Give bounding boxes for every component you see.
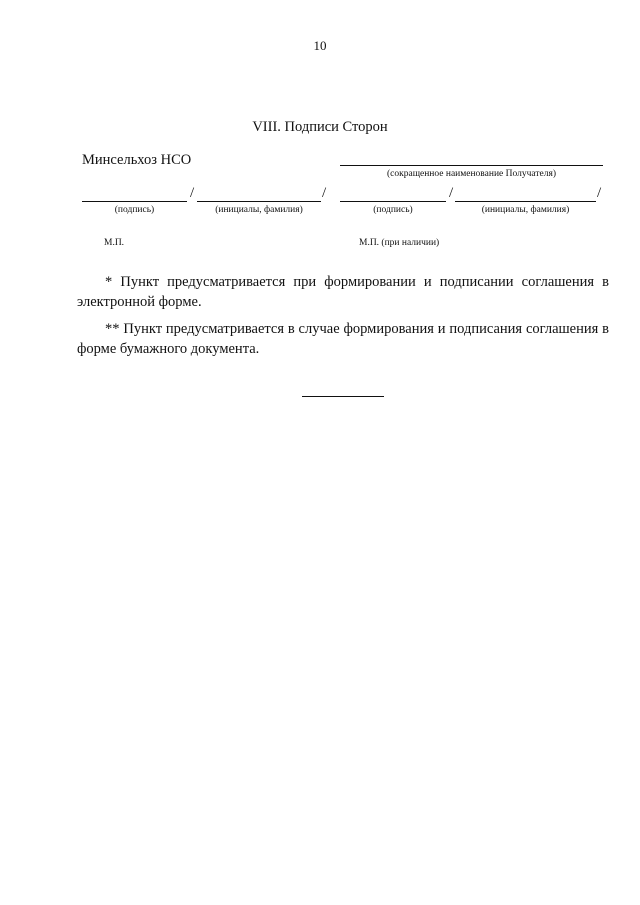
closing-rule — [302, 396, 384, 397]
right-slash-1: / — [449, 185, 454, 201]
left-initials-line — [197, 201, 321, 202]
right-initials-line — [455, 201, 596, 202]
left-slash-1: / — [190, 185, 195, 201]
recipient-name-caption: (сокращенное наименование Получателя) — [386, 169, 557, 179]
left-signature-line — [82, 201, 187, 202]
section-title: VIII. Подписи Сторон — [252, 119, 388, 135]
right-signature-caption: (подпись) — [373, 205, 413, 215]
right-slash-2: / — [597, 185, 602, 201]
left-initials-caption: (инициалы, фамилия) — [215, 205, 303, 215]
right-initials-caption: (инициалы, фамилия) — [481, 205, 570, 215]
party-left-name: Минсельхоз НСО — [82, 152, 192, 168]
right-stamp-label: М.П. (при наличии) — [359, 238, 440, 248]
left-signature-caption: (подпись) — [114, 205, 155, 215]
left-slash-2: / — [322, 185, 327, 201]
left-stamp-label: М.П. — [104, 238, 125, 248]
footnote-1: * Пункт предусматривается при формировании и подписании соглашения в электронной форме. — [77, 274, 609, 310]
right-signature-line — [340, 201, 446, 202]
page-number: 10 — [313, 38, 327, 53]
recipient-name-line — [340, 165, 603, 166]
footnote-2: ** Пункт предусматривается в случае формирования и подписания соглашения в форме бумажного документа. — [77, 321, 609, 357]
